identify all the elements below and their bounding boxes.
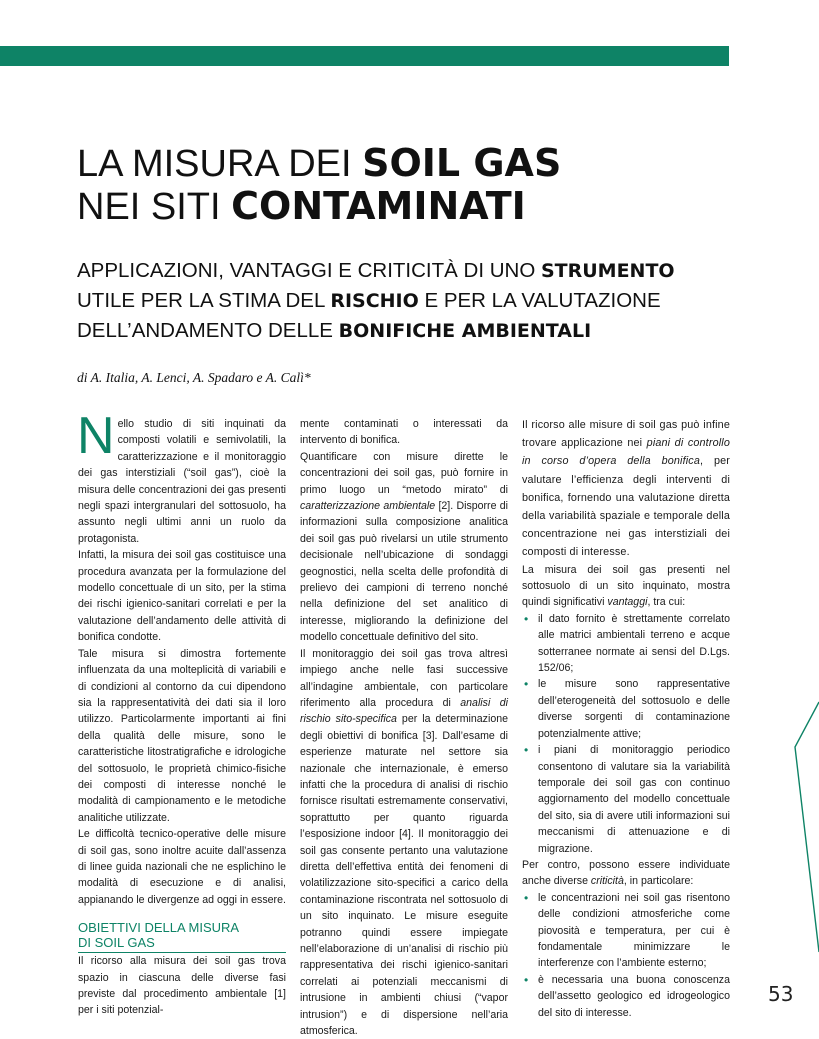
paragraph: Le difficoltà tecnico-operative delle misure di soil gas, sono inoltre acuite dall’assenza di linee guida nazionali che ne esplichino le modalità di esecuzione e di analisi, appianando le divergenze ad oggi in essere.	[78, 828, 286, 906]
paragraph-text: , in particolare:	[623, 875, 694, 888]
text-column-3	[522, 416, 730, 1021]
paragraph-text: [2]. Disporre di informazioni sulla composizione analitica dei soil gas può rivelarsi un utile strumento decisionale nell’ubicazione di sondaggi geognostici, nella scelta delle profondità di prelievo dei campioni di terreno nonché nella definizione del set analitico di interesse, migliorando la definizione del modello concettuale definitivo del sito.	[300, 500, 508, 644]
subtitle-text: DELL’ANDAMENTO DELLE	[77, 319, 339, 342]
subtitle-text: APPLICAZIONI, VANTAGGI E CRITICITÀ DI UNO	[77, 259, 541, 282]
italic-term: piani di controllo in corso d’opera della bonifica	[522, 437, 730, 468]
criticalities-list	[522, 890, 730, 1021]
paragraph	[522, 416, 730, 562]
paragraph	[300, 449, 508, 646]
paragraph	[300, 646, 508, 1039]
corner-triangle-decoration	[794, 700, 819, 960]
paragraph-text: ello studio di siti inquinati da composti volatili e semivolatili, la caratterizzazione e il monitoraggio dei gas interstiziali (“soil gas”), cioè la misura delle concentrazioni dei gas presenti negli spazi intergranulari del sottosuolo, ha assunto negli ultimi anni un ruolo da protagonista.	[78, 418, 286, 545]
section-heading-line: DI SOIL GAS	[78, 935, 155, 951]
paragraph	[522, 562, 730, 611]
title-line2-plain: NEI SITI	[77, 186, 232, 228]
subtitle-bold: STRUMENTO	[540, 260, 675, 282]
paragraph-text: Il monitoraggio dei soil gas trova altresì impiego anche nelle fasi successive all’indagine ambientale, con particolare riferimento alla procedura di	[300, 647, 508, 709]
paragraph	[522, 857, 730, 890]
italic-term: analisi di rischio sito-specifica	[300, 696, 508, 726]
section-heading-line: OBIETTIVI DELLA MISURA	[78, 920, 240, 936]
article-subtitle	[77, 256, 777, 346]
title-line2-bold: CONTAMINATI	[231, 184, 526, 228]
paragraph: Infatti, la misura dei soil gas costituisce una procedura avanzata per la formulazione del modello concettuale di un sito, per la stima dei rischi igienico-sanitari correlati e per la valutazione dell’andamento delle attività di bonifica condotte.	[78, 549, 286, 644]
intro-paragraph	[77, 407, 286, 547]
paragraph-text: La misura dei soil gas presenti nel sottosuolo di un sito inquinato, mostra quindi significativi	[522, 563, 730, 609]
title-line1-plain: LA MISURA DEI	[77, 143, 363, 185]
drop-cap: N	[77, 407, 115, 465]
list-item: • il dato fornito è strettamente correlato alle matrici ambientali terreno e acque sotterranee normate ai sensi del D.Lgs. 152/06;	[522, 611, 730, 677]
section-heading	[78, 920, 286, 953]
italic-term: vantaggi	[607, 596, 648, 609]
italic-term: caratterizzazione ambientale	[300, 500, 436, 513]
subtitle-text: E PER LA VALUTAZIONE	[418, 289, 661, 312]
paragraph-text: Per contro, possono essere individuate anche diverse	[522, 858, 730, 888]
text-column-1	[77, 407, 286, 1019]
list-item: • i piani di monitoraggio periodico consentono di valutare sia la variabilità temporale dei soil gas con continuo aggiornamento del modello concettuale del sito, sia di avere utili informazioni sui meccanismi di attenuazione e di migrazione.	[522, 742, 730, 857]
advantages-list	[522, 611, 730, 857]
article-title	[77, 142, 757, 228]
subtitle-bold: RISCHIO	[330, 290, 419, 312]
paragraph: mente contaminati o interessati da intervento di bonifica.	[300, 418, 508, 447]
text-column-2	[300, 416, 508, 1039]
list-item: • è necessaria una buona conoscenza dell’assetto geologico ed idrogeologico del sito di interesse.	[522, 972, 730, 1021]
paragraph-text: Quantificare con misure dirette le concentrazioni dei soil gas, può fornire in primo luogo un “metodo mirato” di	[300, 450, 508, 496]
paragraph: Il ricorso alla misura dei soil gas trova spazio in ciascuna delle diverse fasi previste dal procedimento ambientale [1] per i siti potenzial-	[78, 955, 286, 1017]
header-color-bar	[0, 46, 729, 66]
title-line1-bold: SOIL GAS	[362, 141, 562, 185]
paragraph-text: per la determinazione degli obiettivi di bonifica [3]. Dall’esame di esperienze maturate nel settore sia nazionale che internazionale, è emerso infatti che la procedura di analisi di rischio fornisce risultati estremamente conservativi, soprattutto per quanto riguarda l’esposizione indoor [4]. Il monitoraggio dei soil gas consente pertanto una valutazione diretta dell’effettiva entità dei fenomeni di volatilizzazione sito-specifici a carico della contaminazione riscontrata nel sottosuolo di un sito inquinato. Le misure eseguite potranno quindi essere impiegate nell’elaborazione di un’analisi di rischio più rappresentativa dei rischi igienico-sanitari correlati ai potenziali meccanismi di intrusione in ambienti chiusi (“vapor intrusion”) e di dispersione nell’aria atmosferica.	[300, 713, 508, 1038]
page-number: 53	[768, 982, 794, 1006]
italic-term: criticità	[590, 875, 624, 888]
subtitle-bold: BONIFICHE AMBIENTALI	[338, 320, 592, 342]
paragraph-text: , per valutare l’efficienza degli interventi di bonifica, fornendo una valutazione diretta della variabilità spaziale e temporale della concentrazione nei gas interstiziali dei composti di interesse.	[522, 455, 730, 559]
paragraph-text: Il ricorso alle misure di soil gas può infine trovare applicazione nei	[522, 419, 730, 450]
paragraph: Tale misura si dimostra fortemente influenzata da una molteplicità di variabili e di condizioni al contorno da cui dipendono sia la rappresentatività dei dati sia il loro utilizzo. Particolarmente importanti ai fini della qualità delle misure, sono le caratteristiche litostratigrafiche e idrologiche del sottosuolo, le proprietà chimico-fisiche dei composti di interesse nonché le modalità di campionamento e le metodiche analitiche utilizzate.	[78, 647, 286, 824]
paragraph-text: , tra cui:	[647, 596, 686, 609]
subtitle-text: UTILE PER LA STIMA DEL	[77, 289, 331, 312]
authors-byline: di A. Italia, A. Lenci, A. Spadaro e A. Calì*	[77, 370, 311, 385]
list-item: • le misure sono rappresentative dell’eterogeneità del sottosuolo e delle diverse sorgenti di contaminazione potenzialmente attive;	[522, 676, 730, 742]
list-item: • le concentrazioni nei soil gas risentono delle condizioni atmosferiche come piovosità e temperatura, per cui è fondamentale minimizzare le interferenze con l’ambiente esterno;	[522, 890, 730, 972]
